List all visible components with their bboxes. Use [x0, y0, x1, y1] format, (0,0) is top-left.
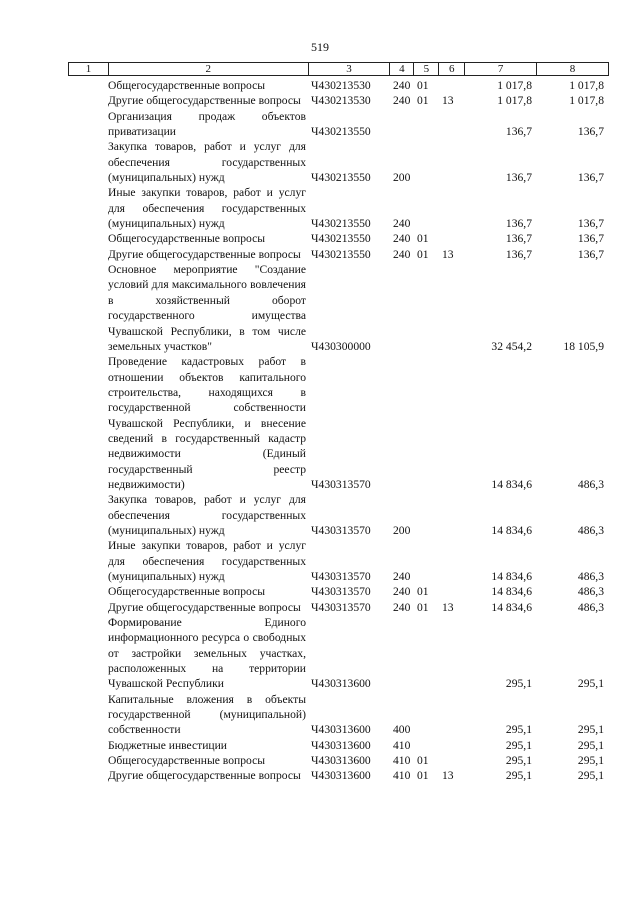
- row-value-2-cell: 486,3: [577, 570, 604, 583]
- table-row: [0, 538, 640, 584]
- row-rz-cell: 01: [417, 232, 429, 246]
- row-code-cell: Ч430213550: [311, 171, 371, 185]
- row-code-cell: Ч430313570: [311, 477, 371, 491]
- row-code-cell: Ч430313570: [311, 600, 371, 614]
- row-name-text: Иные закупки товаров, работ и услуг для обеспечения государственных (муниципальных) нужд: [108, 539, 306, 583]
- table-row: [0, 692, 640, 738]
- row-name-cell: [108, 231, 308, 246]
- header-col-6: 6: [439, 63, 465, 75]
- row-name-text: Общегосударственные вопросы: [108, 232, 266, 246]
- row-value-2-cell: 295,1: [577, 723, 604, 737]
- row-vr-cell: 200: [393, 523, 411, 537]
- table-row: [0, 262, 640, 354]
- row-name-cell: [108, 768, 308, 783]
- row-code-cell: Ч430313570: [311, 570, 371, 583]
- row-vr-cell: 240: [393, 600, 411, 614]
- table-header: [68, 62, 609, 76]
- page-number: 519: [311, 40, 329, 54]
- header-col-4: 4: [390, 63, 414, 75]
- table-row: [0, 492, 640, 538]
- row-value-2-cell: 1 017,8: [569, 94, 604, 108]
- row-value-1-cell: 14 834,6: [491, 570, 532, 583]
- row-code-cell: Ч430213530: [311, 79, 371, 92]
- row-value-2-cell: 18 105,9: [563, 339, 604, 353]
- row-value-1-cell: 14 834,6: [491, 477, 532, 491]
- row-code-cell: Ч430213530: [311, 94, 371, 108]
- row-name-text: Другие общегосударственные вопросы: [108, 247, 301, 261]
- row-value-1-cell: 1 017,8: [497, 79, 532, 92]
- row-name-cell: [108, 354, 308, 492]
- row-value-1-cell: 136,7: [505, 125, 532, 139]
- row-name-cell: [108, 538, 308, 584]
- row-vr-cell: 240: [393, 94, 411, 108]
- table-body: [0, 78, 640, 784]
- row-vr-cell: 410: [393, 754, 411, 768]
- row-name-text: Проведение кадастровых работ в отношении объектов капитального строительства, находящихся в государственной собственности Чувашской Республики, и внесение сведений в государственный кадастр недвижимости (Единый государственный реестр недвижимости): [108, 355, 306, 491]
- row-pr-cell: 13: [442, 600, 454, 614]
- row-name-cell: [108, 692, 308, 738]
- row-name-text: Капитальные вложения в объекты государственной (муниципальной) собственности: [108, 692, 306, 737]
- row-value-1-cell: 14 834,6: [491, 585, 532, 599]
- row-value-2-cell: 136,7: [577, 171, 604, 185]
- row-value-1-cell: 295,1: [505, 754, 532, 768]
- row-rz-cell: 01: [417, 769, 429, 783]
- row-code-cell: Ч430313570: [311, 523, 371, 537]
- row-name-cell: [108, 753, 308, 768]
- row-name-cell: [108, 492, 308, 538]
- row-name-text: Закупка товаров, работ и услуг для обеспечения государственных (муниципальных) нужд: [108, 140, 306, 185]
- row-name-cell: [108, 615, 308, 692]
- row-vr-cell: 410: [393, 738, 411, 752]
- header-col-5: 5: [414, 63, 439, 75]
- table-row: [0, 615, 640, 692]
- table-row: [0, 109, 640, 140]
- row-value-2-cell: 486,3: [577, 477, 604, 491]
- table-row: [0, 354, 640, 492]
- row-code-cell: Ч430313600: [311, 723, 371, 737]
- row-value-2-cell: 136,7: [577, 232, 604, 246]
- row-rz-cell: 01: [417, 94, 429, 108]
- table-row: [0, 768, 640, 783]
- header-col-2: 2: [109, 63, 309, 75]
- table-row: [0, 584, 640, 599]
- row-pr-cell: 13: [442, 769, 454, 783]
- row-value-1-cell: 14 834,6: [491, 600, 532, 614]
- table-row: [0, 738, 640, 753]
- row-name-cell: [108, 185, 308, 231]
- row-value-2-cell: 295,1: [577, 738, 604, 752]
- row-name-cell: [108, 262, 308, 354]
- header-col-1: 1: [69, 63, 109, 75]
- row-value-1-cell: 295,1: [505, 677, 532, 691]
- row-name-cell: [108, 584, 308, 599]
- row-name-cell: [108, 93, 308, 108]
- row-vr-cell: 240: [393, 247, 411, 261]
- row-value-1-cell: 32 454,2: [491, 339, 532, 353]
- row-value-1-cell: 295,1: [505, 723, 532, 737]
- row-value-2-cell: 136,7: [577, 217, 604, 231]
- row-value-2-cell: 295,1: [577, 754, 604, 768]
- row-code-cell: Ч430313600: [311, 738, 371, 752]
- row-value-1-cell: 1 017,8: [497, 94, 532, 108]
- row-vr-cell: 240: [393, 585, 411, 599]
- table-row: [0, 78, 640, 93]
- table-row: [0, 185, 640, 231]
- header-col-3: 3: [309, 63, 391, 75]
- row-value-1-cell: 136,7: [505, 247, 532, 261]
- row-code-cell: Ч430313570: [311, 585, 371, 599]
- table-row: [0, 600, 640, 615]
- row-name-text: Закупка товаров, работ и услуг для обеспечения государственных (муниципальных) нужд: [108, 493, 306, 537]
- row-name-text: Общегосударственные вопросы: [108, 585, 266, 599]
- row-code-cell: Ч430313600: [311, 754, 371, 768]
- row-value-2-cell: 295,1: [577, 677, 604, 691]
- row-value-1-cell: 136,7: [505, 232, 532, 246]
- row-code-cell: Ч430213550: [311, 247, 371, 261]
- table-row: [0, 231, 640, 246]
- row-name-cell: [108, 738, 308, 753]
- row-name-cell: [108, 139, 308, 185]
- row-vr-cell: 410: [393, 769, 411, 783]
- row-value-2-cell: 486,3: [577, 523, 604, 537]
- row-vr-cell: 400: [393, 723, 411, 737]
- row-vr-cell: 200: [393, 171, 411, 185]
- row-value-2-cell: 136,7: [577, 125, 604, 139]
- row-rz-cell: 01: [417, 600, 429, 614]
- row-value-2-cell: 1 017,8: [569, 79, 604, 92]
- row-name-text: Бюджетные инвестиции: [108, 738, 228, 752]
- row-value-1-cell: 136,7: [505, 171, 532, 185]
- row-value-1-cell: 14 834,6: [491, 523, 532, 537]
- row-code-cell: Ч430313600: [311, 769, 371, 783]
- row-code-cell: Ч430213550: [311, 125, 371, 139]
- row-code-cell: Ч430213550: [311, 232, 371, 246]
- row-rz-cell: 01: [417, 247, 429, 261]
- row-name-cell: [108, 78, 308, 93]
- row-code-cell: Ч430300000: [311, 339, 371, 353]
- row-name-text: Общегосударственные вопросы: [108, 79, 266, 92]
- row-name-cell: [108, 247, 308, 262]
- row-name-text: Формирование Единого информационного ресурса о свободных от застройки земельных участках, расположенных на территории Чувашской Республики: [108, 616, 306, 691]
- row-value-1-cell: 136,7: [505, 217, 532, 231]
- row-pr-cell: 13: [442, 247, 454, 261]
- row-code-cell: Ч430213550: [311, 217, 371, 231]
- table-row: [0, 753, 640, 768]
- row-vr-cell: 240: [393, 217, 411, 231]
- row-value-1-cell: 295,1: [505, 738, 532, 752]
- row-value-2-cell: 136,7: [577, 247, 604, 261]
- header-col-8: 8: [537, 63, 609, 75]
- row-pr-cell: 13: [442, 94, 454, 108]
- row-name-text: Общегосударственные вопросы: [108, 754, 266, 768]
- table-row: [0, 93, 640, 108]
- row-name-text: Другие общегосударственные вопросы: [108, 94, 301, 108]
- row-name-cell: [108, 600, 308, 615]
- row-name-text: Другие общегосударственные вопросы: [108, 769, 301, 783]
- row-vr-cell: 240: [393, 570, 411, 583]
- row-value-2-cell: 486,3: [577, 585, 604, 599]
- row-name-text: Основное мероприятие "Создание условий для максимального вовлечения в хозяйственный оборот государственного имущества Чувашской Республики, в том числе земельных участков": [108, 263, 306, 353]
- row-rz-cell: 01: [417, 754, 429, 768]
- row-name-text: Иные закупки товаров, работ и услуг для обеспечения государственных (муниципальных) нужд: [108, 186, 306, 231]
- row-name-text: Другие общегосударственные вопросы: [108, 600, 301, 614]
- header-col-7: 7: [465, 63, 537, 75]
- table-row: [0, 247, 640, 262]
- row-value-2-cell: 486,3: [577, 600, 604, 614]
- row-code-cell: Ч430313600: [311, 677, 371, 691]
- row-rz-cell: 01: [417, 585, 429, 599]
- row-name-cell: [108, 109, 308, 140]
- row-value-1-cell: 295,1: [505, 769, 532, 783]
- row-vr-cell: 240: [393, 79, 411, 92]
- row-vr-cell: 240: [393, 232, 411, 246]
- table-row: [0, 139, 640, 185]
- row-name-text: Организация продаж объектов приватизации: [108, 109, 306, 139]
- row-rz-cell: 01: [417, 79, 429, 92]
- row-value-2-cell: 295,1: [577, 769, 604, 783]
